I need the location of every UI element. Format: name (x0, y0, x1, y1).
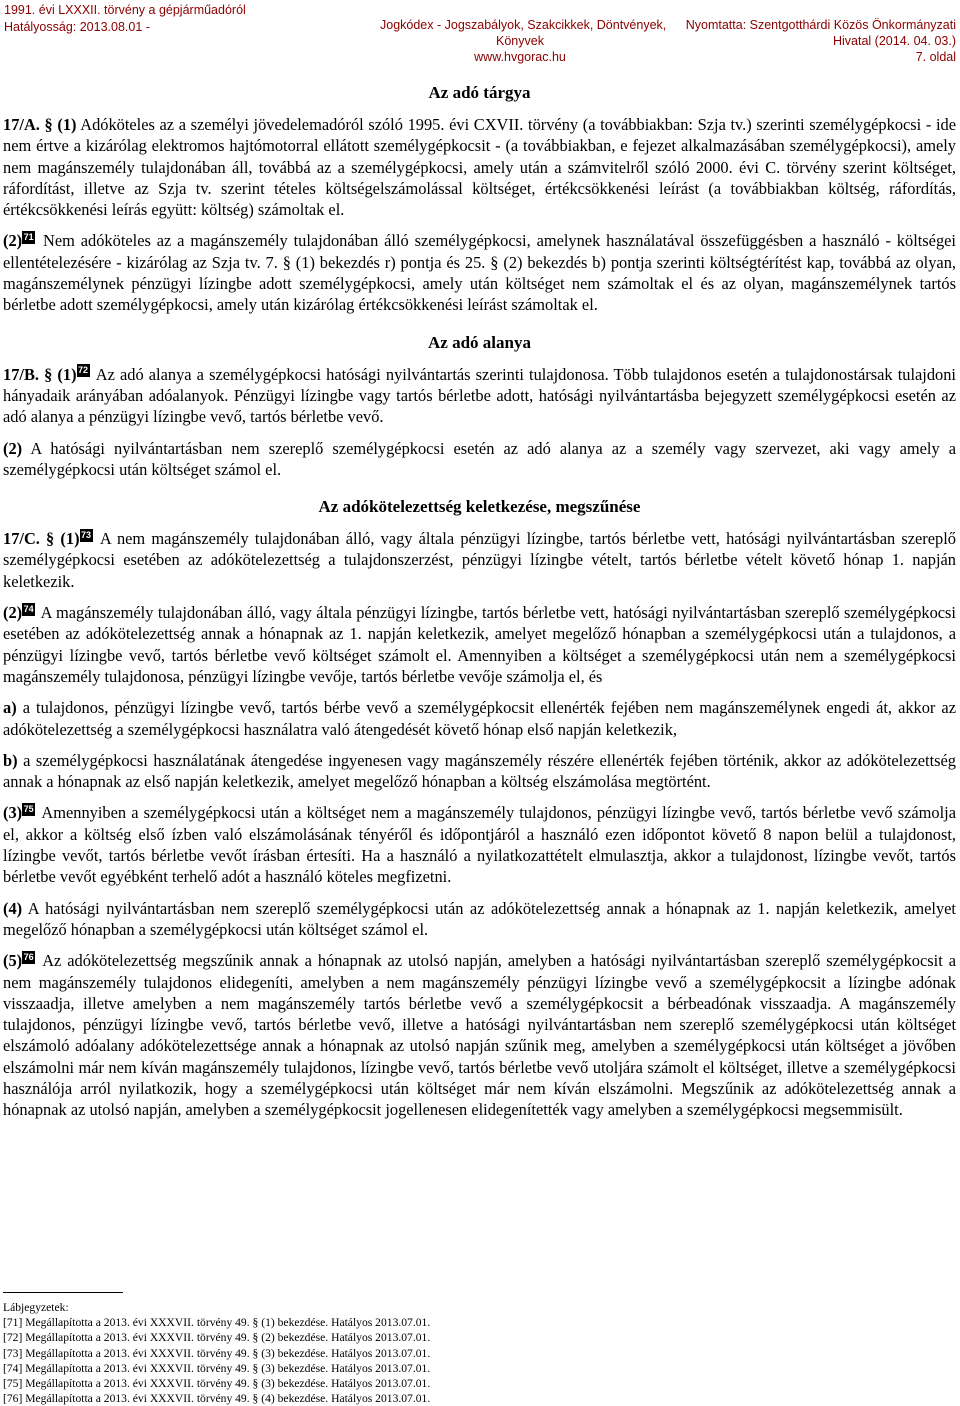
footnote-item: [75] Megállapította a 2013. évi XXXVII. törvény 49. § (3) bekezdése. Hatályos 2013.07.01. (3, 1377, 431, 1391)
paragraph (3, 528, 956, 592)
section-number: 17/C. § (1) (3, 529, 80, 549)
paragraph (3, 114, 956, 220)
paragraph-text: A hatósági nyilvántartásban nem szereplő személygépkocsi esetén az adó alanya az a személy vagy szervezet, aki vagy amely a személygépkocsi után költséget számol el. (3, 438, 956, 479)
source-link[interactable]: www.hvgorac.hu (474, 50, 566, 64)
paragraph (3, 602, 956, 687)
footnotes (3, 1300, 430, 1406)
footnote-ref[interactable]: 74 (23, 603, 34, 614)
paragraph-text: A hatósági nyilvántartásban nem szereplő személygépkocsi után az adókötelezettség annak a hónapnak az 1. napján keletkezik, amelyet megelőző hónapban a személygépkocsi után költséget számol el. (3, 898, 956, 939)
point-label: a) (3, 698, 17, 718)
footnote-item: [71] Megállapította a 2013. évi XXXVII. törvény 49. § (1) bekezdése. Hatályos 2013.07.01. (3, 1316, 431, 1330)
footnote-ref[interactable]: 72 (78, 365, 89, 376)
header-printed (686, 17, 956, 49)
heading-keletkezes: Az adókötelezettség keletkezése, megszűnése (318, 497, 641, 517)
footnote-ref[interactable]: 71 (23, 232, 34, 243)
section-number: (4) (3, 898, 23, 918)
paragraph-text: a személygépkocsi használatának átengedése ingyenesen vagy magánszemély részére ellenérték fejében történik, akkor az adókötelezettség annak a hónapnak az első napján keletkezik, amelyet megelőző hónapban a költség elszámolása megtörtént. (3, 750, 956, 792)
paragraph (3, 697, 956, 740)
heading-targy: Az adó tárgya (428, 83, 531, 102)
footnote-item: [76] Megállapította a 2013. évi XXXVII. törvény 49. § (4) bekezdése. Hatályos 2013.07.01. (3, 1392, 431, 1406)
section-number: 17/B. § (1) (3, 364, 77, 384)
section-number: 17/A. § (1) (3, 115, 77, 134)
paragraph-text: A magánszemély tulajdonában álló, vagy általa pénzügyi lízingbe, tartós bérletbe vett, hatósági nyilvántartásban szereplő személygépkocsi esetében az adókötelezettség annak a hónapnak az 1. napján keletkezik, amelyet megelőző hónapban a személygépkocsi után a tulajdonos, a pénzügyi lízingbe vevő, tartós bérletbe vevő költséget számolt el. Amennyiben a költséget a személygépkocsi után nem a személygépkocsi magánszemély tulajdonosa, pénzügyi lízingbe vevője, tartós bérletbe vevője számolja el, és (3, 603, 956, 686)
paragraph (3, 230, 956, 315)
paragraph (3, 364, 956, 428)
paragraph-text: Az adókötelezettség megszűnik annak a hónapnak az utolsó napján, amelyben a hatósági nyilvántartásban szereplő személygépkocsit a nem magánszemély tulajdonos elidegeníti, amelyben a nem magánszemély pénzügyi lízingbe vevő a személygépkocsit a lízingbe adónak visszaadja, illetve amelyben a nem magánszemély tartós bérletbe vevő a személygépkocsit a bérbeadónak visszaadja. A magánszemély tulajdonos, pénzügyi lízingbe vevő, tartós bérletbe vevő, illetve a hatósági nyilvántartásban nem szereplő személygépkocsi után költséget elszámoló adóalany adókötelezettsége annak a hónapnak az utolsó napján szűnik meg, amelyben a személygépkocsi után költséget a jövőben elszámolni már nem kíván magánszemély tulajdonos, lízingbe vevő, tartós bérletbe vevő utoljára számolt el költséget, illetve a személygépkocsi használója arról nyilatkozik, hogy a személygépkocsi után költséget már nem kíván elszámolni. Megszűnik az adókötelezettség annak a hónapnak az utolsó napján, amelyben a személygépkocsit jogellenesen elidegenítették vagy amelyben a személygépkocsi megsemmisült. (3, 951, 956, 1120)
printed-line: Nyomtatta: Szentgotthárdi Közös Önkormányzati (685, 18, 956, 32)
paragraph (3, 802, 956, 887)
footnote-ref[interactable]: 75 (23, 803, 34, 814)
section-number: (2) (3, 603, 23, 623)
paragraph (3, 950, 956, 1120)
heading-alany: Az adó alanya (428, 332, 531, 352)
paragraph (3, 438, 956, 481)
paragraph-text: a tulajdonos, pénzügyi lízingbe vevő, tartós bérbe vevő a személygépkocsit ellenérték fejében nem magánszemélynek engedi át, akkor az adókötelezettség a személygépkocsi használatra való átengedését követő hónap első napján keletkezik, (3, 698, 956, 739)
paragraph-text: Nem adóköteles az a magánszemély tulajdonában álló személygépkocsi, amelynek használatával összefüggésben a használó - költségei ellentételezésére - kizárólag az Szja tv. 7. § (1) bekezdés r) pontja és 25. § (2) bekezdés b) pontja szerinti költségtérítést kap, továbbá az olyan, magánszemélynek pénzügyi lízingbe adott személygépkocsi, amely után költséget nem számoltak el és az olyan, magánszemélynek tartós bérletbe adott személygépkocsi, amely után kizárólag értékcsökkenési leírást számoltak el. (3, 231, 956, 315)
document-body (3, 76, 956, 1131)
footnote-item: [73] Megállapította a 2013. évi XXXVII. törvény 49. § (3) bekezdése. Hatályos 2013.07.01. (3, 1346, 431, 1360)
printed-line: Hivatal (2014. 04. 03.) (833, 34, 956, 48)
effective-date: Hatályosság: 2013.08.01 - (4, 20, 150, 34)
footnote-ref[interactable]: 73 (81, 529, 92, 540)
footnotes-title: Lábjegyzetek: (3, 1301, 69, 1314)
header-left (4, 2, 246, 36)
paragraph-text: Amennyiben a személygépkocsi után a költséget nem a magánszemély tulajdonos, pénzügyi lízingbe vevő, tartós bérletbe vevő számolja el, akkor a költség első ízben való elszámolásának tényéről és időpontjáról a használó ezen időpontot követő 8 napon belül a tulajdonost, lízingbe vevőt, tartós bérletbe vevőt írásban értesíti. Ha a használó a nyilatkozattételt elmulasztja, akkor a tulajdonost, lízingbe vevőt, tartós bérletbe vevőt egyébként terhelő adót a használó köteles megfizetni. (3, 803, 956, 887)
footnote-item: [74] Megállapította a 2013. évi XXXVII. törvény 49. § (3) bekezdése. Hatályos 2013.07.01. (3, 1361, 431, 1375)
section-number: (5) (3, 951, 23, 971)
section-number: (2) (3, 438, 23, 458)
paragraph-text: Az adó alanya a személygépkocsi hatósági nyilvántartás szerinti tulajdonosa. Több tulajdonos esetén a tulajdonostársak tulajdoni hányadaik arányában adóalanyok. Pénzügyi lízingbe vagy tartós bérletbe adott, hatósági nyilvántartásba bejegyzett személygépkocsi esetén az adó alanya a pénzügyi lízingbe vevő, tartós bérletbe vevő. (3, 364, 956, 427)
law-title: 1991. évi LXXXII. törvény a gépjárműadóról (4, 3, 246, 17)
footnote-divider (3, 1292, 123, 1293)
source-line: Könyvek (496, 34, 544, 48)
source-line: Jogkódex - Jogszabályok, Szakcikkek, Döntvények, (380, 18, 667, 32)
paragraph (3, 750, 956, 793)
paragraph-text: A nem magánszemély tulajdonában álló, vagy általa pénzügyi lízingbe, tartós bérletbe vett, hatósági nyilvántartásban szereplő személygépkocsi esetében az adókötelezettség a tulajdonszerzést, pénzügyi lízingbe vételt, tartós bérletbe vételt követő hónap 1. napján keletkezik. (3, 529, 956, 591)
footnote-ref[interactable]: 76 (23, 951, 34, 962)
section-number: (2) (3, 231, 23, 251)
paragraph-text: Adóköteles az a személyi jövedelemadóról szóló 1995. évi CXVII. törvény (a továbbiakban: Szja tv.) szerinti személygépkocsi - ide nem értve a kizárólag elektromos hajtómotorral ellátott személygépkocsit - (a továbbiakban, e fejezet alkalmazásában személygépkocsi), amely nem magánszemély tulajdonában áll, továbbá az a személygépkocsi, amely után a számvitelről szóló 2000. évi C. törvény szerint költséget, ráfordítást, illetve az Szja tv. szerint tételes költségelszámolással költséget, értékcsökkenési leírást (a továbbiakban költség, ráfordítás, értékcsökkenési leírás együtt: költség) számoltak el. (3, 115, 956, 220)
header-source (380, 17, 667, 65)
point-label: b) (3, 750, 18, 770)
footnote-item: [72] Megállapította a 2013. évi XXXVII. törvény 49. § (2) bekezdése. Hatályos 2013.07.01. (3, 1331, 431, 1345)
paragraph (3, 898, 956, 941)
page-number: 7. oldal (915, 50, 956, 64)
section-number: (3) (3, 803, 23, 823)
page-header (0, 0, 960, 68)
